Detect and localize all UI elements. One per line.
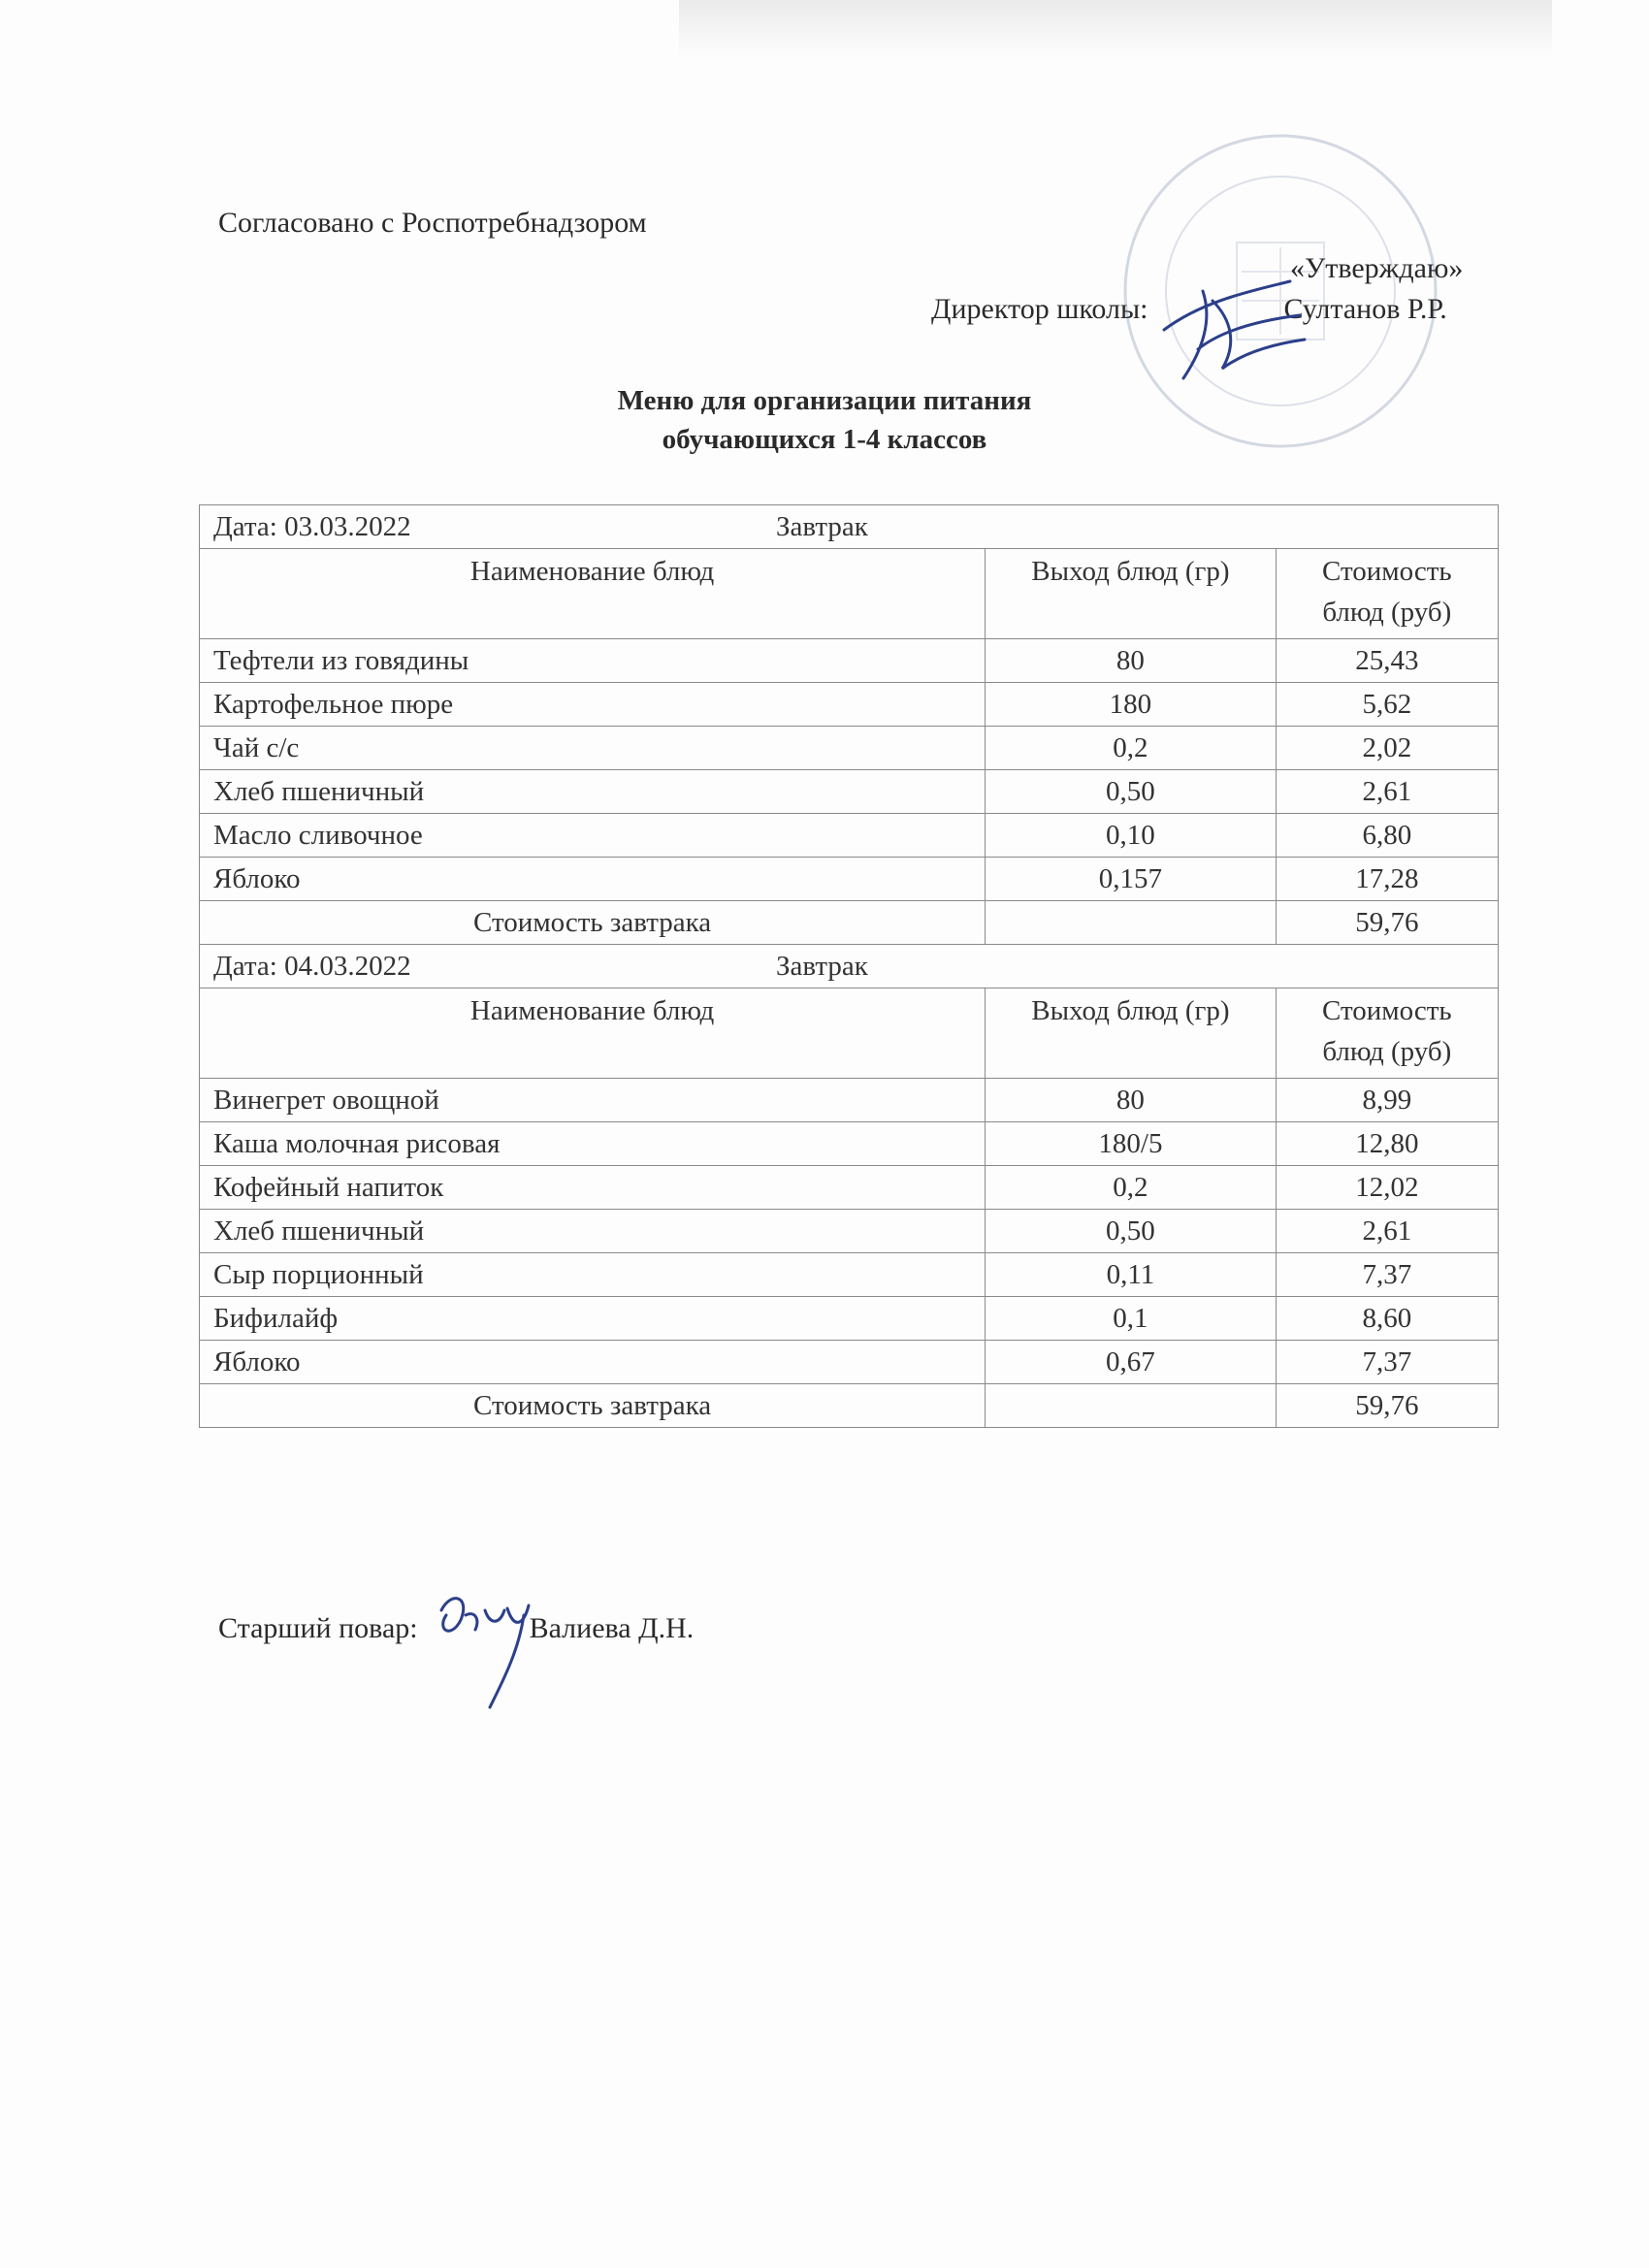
dish-name: Хлеб пшеничный <box>200 1210 986 1253</box>
dish-output: 80 <box>986 639 1276 683</box>
total-value: 59,76 <box>1276 901 1498 945</box>
dish-name: Масло сливочное <box>200 814 986 858</box>
dish-output: 0,50 <box>986 1210 1276 1253</box>
dish-cost: 2,61 <box>1276 1210 1498 1253</box>
dish-name: Каша молочная рисовая <box>200 1122 986 1166</box>
table-row <box>200 770 1499 814</box>
dish-cost: 8,60 <box>1276 1297 1498 1341</box>
table-row <box>200 1079 1499 1122</box>
dish-cost: 2,02 <box>1276 727 1498 770</box>
dish-output: 0,1 <box>986 1297 1276 1341</box>
dish-cost: 17,28 <box>1276 858 1498 901</box>
total-label: Стоимость завтрака <box>200 1384 986 1428</box>
menu-title-line1: Меню для организации питания <box>617 385 1032 416</box>
dish-output: 0,10 <box>986 814 1276 858</box>
director-label: Директор школы: <box>931 293 1148 325</box>
date-label: Дата: 04.03.2022 <box>213 951 411 982</box>
table-row <box>200 1166 1499 1210</box>
dish-cost: 8,99 <box>1276 1079 1498 1122</box>
column-header-cost-line2: блюд (руб) <box>1322 597 1452 628</box>
column-header-cost-line1: Стоимость <box>1322 995 1452 1026</box>
director-signature-icon <box>1145 262 1310 388</box>
column-header-cost-line2: блюд (руб) <box>1322 1036 1452 1067</box>
dish-name: Яблоко <box>200 858 986 901</box>
column-header-row <box>200 549 1499 639</box>
column-header-name: Наименование блюд <box>200 988 986 1079</box>
agreed-note: Согласовано с Роспотребнадзором <box>218 207 647 239</box>
column-header-cost <box>1276 988 1498 1079</box>
scan-shadow <box>679 0 1552 58</box>
menu-title <box>0 381 1649 459</box>
table-row <box>200 639 1499 683</box>
table-row <box>200 683 1499 727</box>
dish-output: 0,2 <box>986 1166 1276 1210</box>
dish-name: Хлеб пшеничный <box>200 770 986 814</box>
column-header-cost <box>1276 549 1498 639</box>
dish-cost: 2,61 <box>1276 770 1498 814</box>
menu-table <box>199 504 1499 1428</box>
table-row <box>200 727 1499 770</box>
dish-name: Кофейный напиток <box>200 1166 986 1210</box>
column-header-row <box>200 988 1499 1079</box>
dish-output: 180/5 <box>986 1122 1276 1166</box>
total-row <box>200 1384 1499 1428</box>
dish-cost: 5,62 <box>1276 683 1498 727</box>
table-row <box>200 1122 1499 1166</box>
dish-name: Бифилайф <box>200 1297 986 1341</box>
total-row <box>200 901 1499 945</box>
dish-name: Яблоко <box>200 1341 986 1384</box>
table-row <box>200 814 1499 858</box>
dish-name: Сыр порционный <box>200 1253 986 1297</box>
dish-name: Чай с/с <box>200 727 986 770</box>
dish-output: 180 <box>986 683 1276 727</box>
approve-label: «Утверждаю» <box>1290 252 1464 284</box>
table-row <box>200 1253 1499 1297</box>
table-row <box>200 858 1499 901</box>
dish-output: 0,11 <box>986 1253 1276 1297</box>
column-header-output: Выход блюд (гр) <box>986 988 1276 1079</box>
dish-output: 0,67 <box>986 1341 1276 1384</box>
table-row <box>200 1297 1499 1341</box>
date-row <box>200 505 1499 549</box>
dish-output: 0,157 <box>986 858 1276 901</box>
dish-output: 80 <box>986 1079 1276 1122</box>
dish-name: Картофельное пюре <box>200 683 986 727</box>
dish-cost: 7,37 <box>1276 1341 1498 1384</box>
column-header-cost-line1: Стоимость <box>1322 556 1452 587</box>
dish-cost: 12,02 <box>1276 1166 1498 1210</box>
cook-signature-icon <box>432 1571 548 1717</box>
dish-name: Тефтели из говядины <box>200 639 986 683</box>
dish-output: 0,50 <box>986 770 1276 814</box>
total-empty <box>986 1384 1276 1428</box>
total-empty <box>986 901 1276 945</box>
date-cell <box>200 505 1499 549</box>
table-row <box>200 1210 1499 1253</box>
total-value: 59,76 <box>1276 1384 1498 1428</box>
column-header-name: Наименование блюд <box>200 549 986 639</box>
dish-cost: 25,43 <box>1276 639 1498 683</box>
dish-name: Винегрет овощной <box>200 1079 986 1122</box>
total-label: Стоимость завтрака <box>200 901 986 945</box>
date-label: Дата: 03.03.2022 <box>213 511 411 542</box>
table-row <box>200 1341 1499 1384</box>
director-name: Султанов Р.Р. <box>1283 293 1447 325</box>
dish-cost: 6,80 <box>1276 814 1498 858</box>
cook-label: Старший повар: <box>218 1612 418 1644</box>
dish-output: 0,2 <box>986 727 1276 770</box>
date-cell <box>200 945 1499 988</box>
meal-label: Завтрак <box>776 511 868 542</box>
cook-name: Валиева Д.Н. <box>529 1612 695 1644</box>
meal-label: Завтрак <box>776 951 868 982</box>
dish-cost: 12,80 <box>1276 1122 1498 1166</box>
dish-cost: 7,37 <box>1276 1253 1498 1297</box>
date-row <box>200 945 1499 988</box>
column-header-output: Выход блюд (гр) <box>986 549 1276 639</box>
menu-title-line2: обучающихся 1-4 классов <box>662 424 987 455</box>
